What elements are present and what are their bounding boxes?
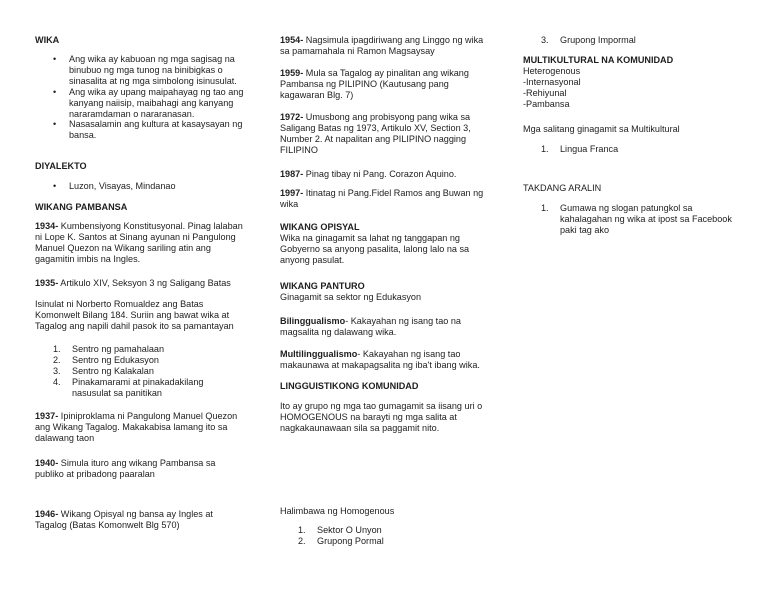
lingguistikong-komunidad-text: Ito ay grupo ng mga tao gumagamit sa iisang uri o HOMOGENOUS na barayti ng mga salita at nagkakaunawaan sila sa paggamit nito.	[280, 401, 483, 433]
entry-text: Artikulo XIV, Seksyon 3 ng Saligang Batas	[58, 278, 231, 288]
list-item: • Ang wika ay upang maipahayag ng tao ang kanyang naiisip, maibahagi ang kanyang nararamdaman o nararanasan.	[35, 87, 245, 120]
wikang-pambansa-heading: WIKANG PAMBANSA	[35, 202, 128, 212]
definition-text: - Kakayahan ng isang tao na magsalita ng dalawang wika.	[280, 316, 461, 337]
wikang-panturo-heading: WIKANG PANTURO	[280, 281, 365, 291]
entry-text: Itinatag ni Pang.Fidel Ramos ang Buwan ng wika	[280, 188, 484, 209]
list-item: -Rehiyunal	[523, 87, 567, 98]
year-label: 1997-	[280, 188, 304, 198]
list-item: • Nasasalamin ang kultura at kasaysayan ng bansa.	[35, 119, 245, 141]
diyalekto-heading: DIYALEKTO	[35, 161, 87, 171]
homogenous-example-list	[298, 525, 492, 547]
list-item: -Pambansa	[523, 98, 570, 109]
list-number: 1.	[298, 525, 306, 535]
wikang-panturo-text: Ginagamit sa sektor ng Edukasyon	[280, 292, 422, 302]
year-label: 1987-	[280, 169, 304, 179]
term-label: Bilinggualismo	[280, 316, 346, 326]
multikultural-heading: MULTIKULTURAL NA KOMUNIDAD	[523, 55, 674, 65]
list-number: 3.	[541, 35, 549, 45]
list-number: 1.	[541, 144, 549, 154]
timeline-entry-1954	[280, 35, 492, 57]
list-item	[541, 203, 735, 236]
year-label: 1946-	[35, 509, 59, 519]
list-text: Sentro ng pamahalaan	[72, 344, 165, 354]
multilinggualismo-definition	[280, 349, 492, 371]
entry-text: Pinag tibay ni Pang. Corazon Aquino.	[303, 169, 457, 179]
entry-text: Simula ituro ang wikang Pambansa sa publiko at pribadong paaralan	[35, 458, 216, 479]
entry-text: Nagsimula ipagdiriwang ang Linggo ng wika sa pamamahala ni Ramon Magsaysay	[280, 35, 484, 56]
list-item	[53, 344, 245, 355]
timeline-entry-1987	[280, 169, 492, 180]
list-number: 3.	[53, 365, 61, 376]
takdang-aralin-list	[541, 203, 735, 236]
list-number: 1.	[541, 203, 549, 213]
entry-text: Kumbensiyong Konstitusyonal. Pinag lalaban ni Lope K. Santos at Sinang ayunan ni Pangulong Manuel Quezon na Wikang sariling atin ang gagamitin imbis na Ingles.	[35, 221, 243, 264]
entry-text: Ipiniproklama ni Pangulong Manuel Quezon ang Wikang Tagalog. Makakabisa lamang ito sa dalawang taon	[35, 411, 238, 443]
halimbawa-label: Halimbawa ng Homogenous	[280, 506, 395, 516]
wikang-opisyal-text: Wika na ginagamit sa lahat ng tanggapan ng Gobyerno sa anyong pasalita, lalong lalo na sa anyong pasulat.	[280, 233, 470, 265]
list-item	[541, 144, 735, 155]
lingguistikong-komunidad-heading: LINGGUISTIKONG KOMUNIDAD	[280, 381, 419, 391]
timeline-entry-1997	[280, 188, 492, 210]
year-label: 1935-	[35, 278, 59, 288]
list-text: Lingua Franca	[560, 144, 619, 154]
salita-list	[541, 144, 735, 155]
list-item: -Internasyonal	[523, 76, 581, 87]
list-text: Grupong Impormal	[560, 35, 636, 45]
timeline-entry-1972	[280, 112, 492, 156]
list-number: 2.	[298, 535, 306, 546]
timeline-entry-1934	[35, 221, 245, 265]
list-text: Gumawa ng slogan patungkol sa kahalagahan ng wika at ipost sa Facebook paki tag ako	[560, 203, 732, 235]
list-item	[298, 525, 492, 536]
homogenous-example-list-continued	[541, 35, 735, 46]
year-label: 1934-	[35, 221, 59, 231]
definition-text: - Kakayahan ng isang tao makaunawa at makapagsalita ng iba't ibang wika.	[280, 349, 480, 370]
list-item	[298, 536, 492, 547]
list-item: • Luzon, Visayas, Mindanao	[35, 181, 245, 192]
year-label: 1954-	[280, 35, 304, 45]
entry-text: Wikang Opisyal ng bansa ay Ingles at Tagalog (Batas Komonwelt Blg 570)	[35, 509, 213, 530]
isinulat-paragraph: Isinulat ni Norberto Romualdez ang Batas Komonwelt Bilang 184. Suriin ang bawat wika at Tagalog ang napili dahil pasok ito sa pamantayan	[35, 299, 234, 331]
list-item	[53, 355, 245, 366]
timeline-entry-1935	[35, 278, 245, 289]
list-number: 2.	[53, 354, 61, 365]
wikang-opisyal-heading: WIKANG OPISYAL	[280, 222, 360, 232]
takdang-aralin-heading: TAKDANG ARALIN	[523, 183, 602, 193]
multikultural-list	[523, 66, 735, 110]
year-label: 1959-	[280, 68, 304, 78]
list-item: Heterogenous	[523, 66, 581, 76]
list-item	[53, 366, 245, 377]
list-item: • Ang wika ay kabuoan ng mga sagisag na binubuo ng mga tunog na binibigkas o sinasalita at ng mga simbolong isinusulat.	[35, 54, 245, 87]
wika-bullet-list	[35, 54, 245, 141]
list-text: Sektor O Unyon	[317, 525, 382, 535]
year-label: 1972-	[280, 112, 304, 122]
criteria-list	[53, 344, 245, 399]
wika-section	[35, 35, 245, 46]
list-text: Sentro ng Kalakalan	[72, 365, 154, 376]
list-number: 4.	[53, 376, 61, 387]
timeline-entry-1937	[35, 411, 245, 444]
list-text: Grupong Pormal	[317, 535, 384, 546]
diyalekto-bullet-list	[35, 181, 245, 192]
timeline-entry-1946	[35, 509, 245, 531]
entry-text: Mula sa Tagalog ay pinalitan ang wikang Pambansa ng PILIPINO (Kautusang pang kagawaran Blg. 7)	[280, 68, 469, 100]
list-text: Pinakamarami at pinakadakilang nasusulat sa panitikan	[72, 376, 204, 398]
term-label: Multilinggualismo	[280, 349, 358, 359]
list-number: 1.	[53, 344, 61, 354]
wika-heading: WIKA	[35, 35, 60, 45]
year-label: 1940-	[35, 458, 59, 468]
timeline-entry-1959	[280, 68, 492, 101]
salita-label: Mga salitang ginagamit sa Multikultural	[523, 124, 680, 134]
list-text: Sentro ng Edukasyon	[72, 354, 159, 365]
bilinggualismo-definition	[280, 316, 492, 338]
year-label: 1937-	[35, 411, 59, 421]
list-item	[541, 35, 735, 46]
timeline-entry-1940	[35, 458, 245, 480]
entry-text: Umusbong ang probisyong pang wika sa Saligang Batas ng 1973, Artikulo XV, Section 3, Number 2. At napalitan ang PILIPINO nagging FILIPINO	[280, 112, 471, 155]
list-item	[53, 377, 245, 399]
